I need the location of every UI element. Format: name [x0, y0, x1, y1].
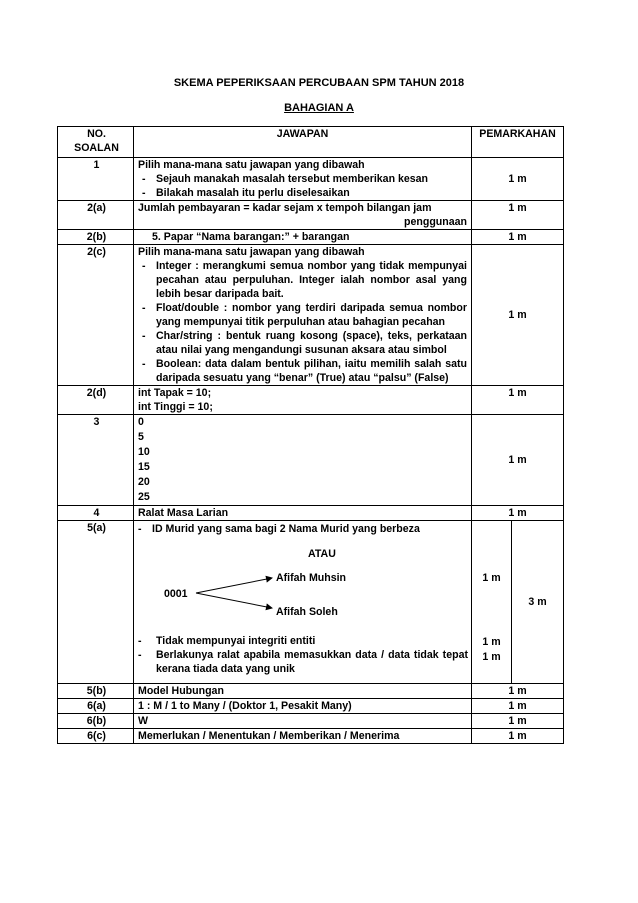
- question-number: 2(d): [58, 386, 134, 415]
- dash-bullet: -: [142, 187, 146, 199]
- list-item: [138, 634, 468, 648]
- answer-cell: 5. Papar “Nama barangan:” + barangan: [134, 230, 472, 245]
- table-row: [58, 521, 564, 684]
- arrow-to-name-1: [196, 578, 272, 593]
- option-text: ID Murid yang sama bagi 2 Nama Murid yang berbeza: [152, 523, 420, 535]
- dash-bullet: -: [142, 358, 146, 370]
- option-text: Integer : merangkumi semua nombor yang tidak mempunyai pecahan atau perpuluhan. Integer ialah nombor asal yang lebih besar daripada bait.: [156, 260, 467, 300]
- list-item: [138, 357, 467, 385]
- table-row: [58, 729, 564, 744]
- question-number: 1: [58, 158, 134, 201]
- table-row: [58, 230, 564, 245]
- output-value: 20: [138, 476, 150, 488]
- sub-mark-cell: [472, 521, 512, 684]
- question-number: 6(a): [58, 699, 134, 714]
- answer-cell: [134, 245, 472, 386]
- header-no-soalan: [58, 127, 134, 158]
- question-number: 4: [58, 506, 134, 521]
- sub-mark: 1 m: [482, 636, 501, 648]
- output-value: 25: [138, 491, 150, 503]
- dash-bullet: -: [138, 635, 142, 647]
- mark-cell: 1 m: [472, 230, 564, 245]
- student-name-1: Afifah Muhsin: [276, 572, 347, 584]
- dash-bullet: -: [142, 173, 146, 185]
- dash-bullet: -: [142, 302, 146, 314]
- dash-bullet: -: [142, 260, 146, 272]
- table-row: [58, 684, 564, 699]
- answer-line: Jumlah pembayaran = kadar sejam x tempoh bilangan jam: [138, 202, 432, 214]
- header-soalan-label: SOALAN: [74, 142, 119, 154]
- answer-cell: Ralat Masa Larian: [134, 506, 472, 521]
- list-item: [138, 329, 467, 357]
- answer-cell: [134, 158, 472, 201]
- output-value: 15: [138, 461, 150, 473]
- header-pemarkahan: PEMARKAHAN: [472, 127, 564, 158]
- table-row: [58, 245, 564, 386]
- answer-line: penggunaan: [404, 216, 467, 228]
- mark-cell: 1 m: [472, 245, 564, 386]
- question-number: 3: [58, 415, 134, 506]
- mark-cell: 1 m: [472, 415, 564, 506]
- option-text: Boolean: data dalam bentuk pilihan, iaitu memilih salah satu daripada sesuatu yang “benar” (True) atau “palsu” (False): [156, 358, 467, 384]
- table-row: [58, 506, 564, 521]
- table-row: [58, 158, 564, 201]
- table-row: [58, 201, 564, 230]
- option-text: Char/string : bentuk ruang kosong (space), teks, perkataan atau nilai yang mengandungi susunan aksara atau simbol: [156, 330, 467, 356]
- output-value: 10: [138, 446, 150, 458]
- answer-intro: Pilih mana-mana satu jawapan yang dibawah: [138, 159, 365, 171]
- option-text: Float/double : nombor yang terdiri daripada semua nombor yang mempunyai titik perpuluhan atau bahagian pecahan: [156, 302, 467, 328]
- mark-cell: 1 m: [472, 714, 564, 729]
- answer-cell: 1 : M / 1 to Many / (Doktor 1, Pesakit Many): [134, 699, 472, 714]
- table-row: [58, 415, 564, 506]
- dash-bullet: -: [138, 523, 142, 535]
- mark-cell: 1 m: [472, 684, 564, 699]
- answer-cell: Memerlukan / Menentukan / Memberikan / Menerima: [134, 729, 472, 744]
- answer-cell: [134, 386, 472, 415]
- question-number: 5(b): [58, 684, 134, 699]
- answer-cell: [134, 201, 472, 230]
- answer-cell: [134, 521, 472, 684]
- option-text: Berlakunya ralat apabila memasukkan data / data tidak tepat kerana tiada data yang unik: [156, 649, 468, 675]
- option-text: Tidak mempunyai integriti entiti: [156, 635, 316, 647]
- arrow-to-name-2: [196, 593, 272, 608]
- option-text: Sejauh manakah masalah tersebut memberikan kesan: [156, 173, 429, 185]
- output-value: 5: [138, 431, 144, 443]
- document-title: SKEMA PEPERIKSAAN PERCUBAAN SPM TAHUN 2018: [173, 77, 465, 89]
- student-id: 0001: [164, 588, 188, 600]
- answer-cell: [134, 415, 472, 506]
- list-item: [138, 648, 468, 676]
- table-row: [58, 699, 564, 714]
- list-item: [138, 259, 467, 301]
- list-item: [138, 186, 467, 200]
- header-no-label: NO.: [87, 128, 106, 140]
- code-line: int Tapak = 10;: [138, 387, 212, 399]
- dash-bullet: -: [142, 330, 146, 342]
- question-number: 2(b): [58, 230, 134, 245]
- mark-cell: 1 m: [472, 506, 564, 521]
- question-number: 5(a): [58, 521, 134, 684]
- question-number: 6(c): [58, 729, 134, 744]
- question-number: 2(a): [58, 201, 134, 230]
- sub-mark: 1 m: [482, 572, 501, 584]
- list-item: [138, 172, 467, 186]
- table-row: [58, 714, 564, 729]
- option-text: Bilakah masalah itu perlu diselesaikan: [156, 187, 350, 199]
- question-number: 6(b): [58, 714, 134, 729]
- sub-mark: 1 m: [482, 651, 501, 663]
- table-header-row: [58, 127, 564, 158]
- atau-label: ATAU: [308, 548, 336, 560]
- total-mark-cell: 3 m: [512, 521, 564, 684]
- section-title: BAHAGIAN A: [284, 102, 354, 114]
- answer-line: [138, 522, 420, 536]
- header-jawapan: JAWAPAN: [134, 127, 472, 158]
- answer-cell: W: [134, 714, 472, 729]
- output-value: 0: [138, 416, 144, 428]
- list-item: [138, 301, 467, 329]
- table-row: [58, 386, 564, 415]
- answer-scheme-table: [57, 126, 564, 744]
- relationship-arrows: [194, 575, 284, 611]
- dash-bullet: -: [138, 649, 142, 661]
- mark-cell: 1 m: [472, 201, 564, 230]
- code-line: int Tinggi = 10;: [138, 401, 213, 413]
- mark-cell: 1 m: [472, 699, 564, 714]
- question-number: 2(c): [58, 245, 134, 386]
- answer-cell: Model Hubungan: [134, 684, 472, 699]
- student-name-2: Afifah Soleh: [276, 606, 338, 618]
- mark-cell: 1 m: [472, 158, 564, 201]
- answer-intro: Pilih mana-mana satu jawapan yang dibawah: [138, 246, 365, 258]
- mark-cell: 1 m: [472, 386, 564, 415]
- mark-cell: 1 m: [472, 729, 564, 744]
